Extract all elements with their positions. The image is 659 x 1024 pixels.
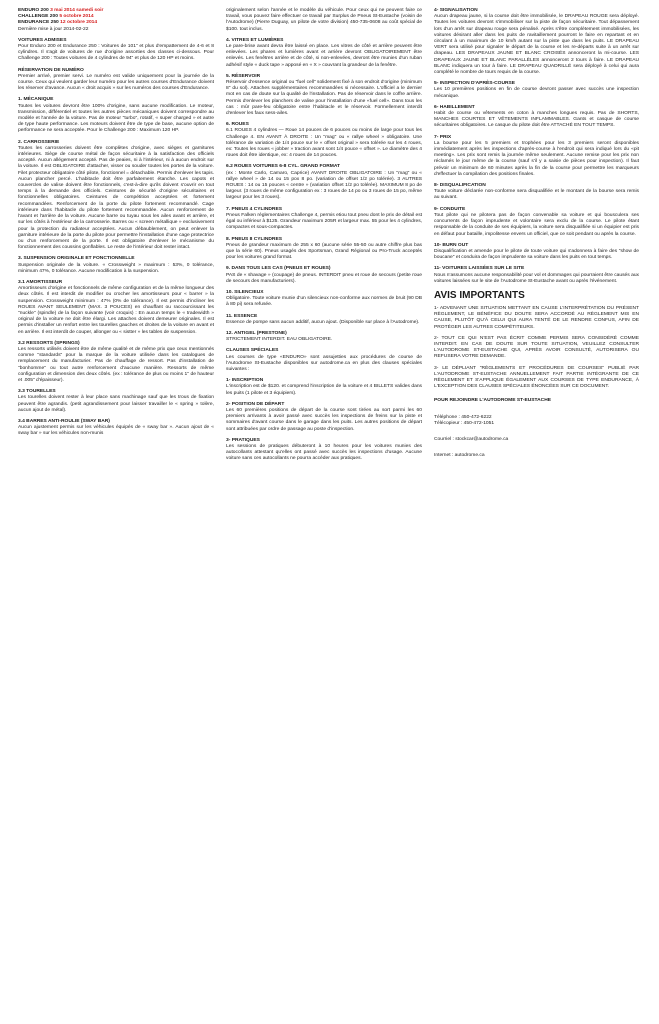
avis-item: 2- TOUT CE QUI N'EST PAS ÉCRIT COMME PERMIS SERA CONSIDÉRÉ COMME INTERDIT. EN CAS DE DOUTE SUR TOUTE SITUATION, VEUILLEZ CONSULTER L'AUTODROME ST-EUSTACHE QUI, APRÈS AVOIR CONSULTÉ, AUTORISERA OU REFUSERA VOTRE DEMANDE. [434, 335, 639, 360]
column-2 [226, 8, 422, 468]
section-title: 10. SILENCIEUX [226, 289, 264, 295]
column-1-sections [18, 38, 214, 438]
column-2-sections [226, 8, 422, 463]
rule-section [226, 8, 422, 33]
enduro200-label: ENDURO 200 [18, 8, 49, 13]
section-title: 5. RÉSERVOIR [226, 73, 261, 79]
section-title: CLAUSES SPÉCIALES [226, 348, 279, 354]
section-body: Les 60 premières positions de départ de la course sont tirées au sort parmi les 60 premiers arrivants à avoir passé avec succès les inspections de freins sur la piste et sommaires d'avant course dans le garage dans les puits. Les autres positions de départ sont attribuées par ordre de passage au poste d'inspection. [226, 407, 422, 432]
event-header [18, 8, 214, 33]
section-title: 6. ROUES [226, 122, 249, 128]
section-title: 9- CONDUITE [434, 206, 466, 212]
challenge200-date: 5 octobre 2014 [59, 14, 94, 20]
section-body: originalement selon l'année et le modèle du véhicule. Pour ceux qui ne peuvent faire ce travail, vous pouvez faire effectuer ce travail par Surplus de Pneus St-Eustache (voisin de l'Autodrome) (Pierre Duguay, un pilote de votre division) 450-735-0608 au coût spécial de $100. tout inclus. [226, 8, 422, 32]
section-body: Amortisseurs d'origine et fonctionnels de même configuration et de la même longueur des deux côtés. Il est interdit de modifier ou crocher les amortisseurs pour « barrer » la suspension. Crossweight minimum : 47% (0% de tolérance). Il est permis d'incliner les ROUES AVANT SEULEMENT (MAX. 3 POUCES) en chauffant ou raccourcissant les "nuckle" (spindle) de la façon suivante (voir croquis) : En aucun temps le « tradewidth » original de la voiture ne doit être élargi. Les attaches doivent demeurer originales. Il est permis d'installer un renfort entre les tourelles gauches et droites de la voiture en avant et en arrière. Il est interdit de couper, allonger ou « sistter » les tables de suspension. [18, 286, 214, 335]
section-body: 6.1 ROUES 4 cylindres — Roue 14 pouces de 6 pouces ou moins de large pour tous les Challenge 4. EN AVANT À DROITE : Un "mag" ou « rallye wheel » obligatoire. Une tolérance de variation de 1/4 pouce sur le « offset original » sera tolérée sur les 4 roues, ex: Toutes les roues « jobber » traction avant sont 1/4 pouce « offset ». Le diamètre des 4 roues doit être identique, ex: 4 roues de 14 pouces. [226, 128, 422, 159]
section-body: Les sessions de pratiques débuteront à 10 heures pour les voitures munies des autocollants attestant qu'elles ont passé avec succès les inspections d'usage. Aucune voiture sans ces autocollants ne pourra accéder aux pratiques. [226, 443, 422, 462]
rule-section [226, 266, 422, 285]
section-title: 3.1 AMORTISSEUR [18, 279, 63, 285]
section-title: 12. ANTIGEL (PRESTONE) [226, 330, 287, 336]
rule-section [18, 38, 214, 63]
contact-phone: Téléphone : 450-472-6222 [434, 414, 492, 420]
section-title: 4- SIGNALISATION [434, 8, 478, 13]
section-title: 2. CARROSSERIE [18, 139, 60, 145]
section-body: Pour Enduro 200 et Endurance 250 : Voitures de 101" et plus d'empattement de 4-6 et 8 cylindres. Il s'agit de voitures de rue d'origine assorties des classes ci-dessous. Pour Challenge 200 : Toutes voitures de 4 cylindres de 94" et plus de 120 HP et moins. [18, 44, 214, 62]
enduro200-date: 3 mai 2014 samedi soir [50, 8, 104, 13]
section-body: STRICTEMENT INTERDIT. EAU OBLIGATOIRE. [226, 337, 333, 343]
section-body: Habit de course ou vêtements en coton à manches longues requis. Pas de SHORTS, MANCHES COURTES ET VÊTEMENTS INFLAMMABLES. Gants et casque de course sécuritaires obligatoires. Le casque du pilote doit être ATTACHÉ EN TOUT TEMPS. [434, 111, 639, 129]
rule-section [434, 81, 639, 100]
rule-section [18, 68, 214, 93]
contact-email[interactable]: Courriel : stockcar@autodrome.ca [434, 436, 509, 442]
section-body: Les tourelles doivent rester à leur place sans machinage sauf que les trous de fixation peuvent être agrandis. (petit agrandissement pour laisser travailler le « spring » tolère, aucun ajout de métal). [18, 395, 214, 413]
section-body: La bourse pour les 5 premiers et trophées pour les 3 premiers seront disponibles immédiatement après les inspections d'après-course à l'endroit qui sera indiqué lors du «pit meeting». Les prix sont remis la journée même seulement. Aucune remise pour les prix non réclamés le jour même de la course (sauf s'il y a saisie de pièces pour inspection). Il faut prévoir un minimum de 60 minutes après la fin de la course pour permettre les marqueurs d'effectuer la compilation des positions finales. [434, 140, 639, 177]
section-body: Pneus de grandeur maximum de 255 x 60 (aucune série 55-50 ou autre chiffre plus bas que la série 60). Pneus usagés des Sportsman, Grand Régional ou Pro-Truck acceptés pour les voitures grand format. [226, 242, 422, 261]
section-title: VOITURES ADMISES [18, 37, 67, 43]
last-update: Dernière mise à jour 2014-02-22 [18, 26, 89, 32]
section-body: Les courses de type «ENDURO» sont assujetties aux procédures de course de l'Autodrome St-Eustache disponibles sur autodrome.ca en plus des clauses spéciales suivantes : [226, 354, 422, 372]
avis-item: 3- LE DÉPLIANT "RÈGLEMENTS ET PROCÉDURES DE COURSES" PUBLIÉ PAR L'AUTODROME ST-EUSTACHE ANNUELLEMENT FAIT PARTIE INTÉGRANTE DE CE RÈGLEMENT ET S'APPLIQUE ÉGALEMENT AUX COURSES DE TYPE ENDURANCE, À L'EXCEPTION DES CLAUSES SPÉCIALES ÉNONCÉES SUR CE DOCUMENT. [434, 365, 639, 390]
column-3 [434, 8, 639, 464]
section-body: Pneus Falken réglementaires Challenge 4, permis etiou tout pneu dont le prix de détail est égal ou inférieur à $125. Grandeur maximum 205R et largeur max. 55 pour les 4 cylindres, compactes et sous-compactes. [226, 212, 422, 231]
challenge200-label: CHALLENGE 200 [18, 14, 58, 20]
section-body: Obligatoire. Toute voiture munie d'un silencieux non-conforme aux normes de bruit (90 DB à 80 pi) sera refusée. [226, 296, 422, 308]
section-title: 8. PNEUS 8 CYLINDRES [226, 236, 282, 242]
section-title: 6.2 ROUES VOITURES 6-8 CYL. GRAND FORMAT [226, 164, 341, 170]
section-title: 6- HABILLEMENT [434, 104, 475, 110]
section-body: Les ressorts utilisés doivent être de même qualité et de même prix que ceux mentionnés comme "standards" pour la marque de la voiture utilisée dans les catalogues de remplacement du manufacturier. Pas de chauffage de ressort. Pas d'installation de "bonhomme" ou tout autre renforcement d'aucune manière. Ressorts de même configuration et dimension des deux côtés. (ex : tolérance de plus ou moins 1" de hauteur et .005" d'épaisseur). [18, 346, 214, 383]
section-body: Les 10 premières positions en fin de course devront passer avec succès une inspection mécanique. [434, 87, 639, 99]
rule-section [226, 402, 422, 433]
rule-section [18, 341, 214, 384]
section-body: Premier arrivé, premier servi. Le numéro est valide uniquement pour la journée de la course. Ceux qui veulent garder leur numéro pour les autres courses d'Endurance doivent les réserver d'avance. Aucun « droit acquis » sur les numéros des courses d'Endurance. [18, 73, 214, 92]
section-body: Réservoir d'essence original ou "fuel cell" solidement fixé à son endroit d'origine (minimum 8" du sol). Attaches supplémentaires recommandées si nécessaire. L'officiel a le dernier mot en cas de doute sur la qualité de l'installation. Pas de réservoir dans le coffre arrière. Permis d'enlever les planchers de valise pour l'installation d'une «fuel cell». Dans tous les cas : mûr pare-feu obligatoire entre l'habitacle et le réservoir. Formellement interdit d'enlever les faux sess-ailes. [226, 80, 422, 117]
avis-list [434, 306, 639, 390]
avis-item: 1- ADVENANT UNE SITUATION METTANT EN CAUSE L'INTERPRÉTATION DU PRÉSENT RÈGLEMENT, LE BÉNÉFICE DU DOUTE SERA ACCORDÉ AU RÈGLEMENT MIS EN CAUSE, PLUTÔT QU'À CELUI QUI AURA TENTÉ DE LE RENDRE CONFUS, AFIN DE PROTÉGER LES AUTRES COMPÉTITEURS. [434, 305, 639, 330]
section-body: Toutes les voitures devront être 100% d'origine, sans aucune modification. Le moteur, transmission, différentiel et toutes les autres pièces mécaniques doivent correspondre au modèle et l'année de la voiture. Pas de moteur "turbo", rotatif, « super charged » et autre de type haute performance. Les moteurs doivent être de type de base, aucune option de performance ne sera acceptée. Pour le Challenge 200 : Maximum 120 HP. [18, 103, 214, 134]
section-body: Toute voiture déclarée non-conforme sera disqualifiée et le montant de la bourse sera remis au suivant. [434, 189, 639, 201]
section-body: Tout pilote qui ne piloterа pas de façon convenable sa voiture et qui bousculera ses concurrents de façon imprudente et volontaire sera exclu de la course. Le pilote étant responsable de la conduite de ses équipiers, la voiture sera disqualifiée si un équipier est pris en défaut pour bataille, impolitesse envers un officiel, que ce soit pendant ou après la course. [434, 212, 639, 237]
rule-section [18, 140, 214, 252]
section-title: 7- PRIX [434, 134, 452, 140]
rule-section [226, 122, 422, 159]
rule-section [226, 314, 422, 326]
column-1 [18, 8, 214, 443]
section-body: Suspension originale de la voiture. « Crossweight » maximum : 53%, 0 tolérance, minimum 47%, 0 tolérance. Aucune modification à la suspension. [18, 262, 214, 274]
section-title: RÉSERVATION DE NUMÉRO [18, 67, 84, 73]
rule-section [226, 378, 422, 397]
section-title: 3.3 TOURELLES [18, 389, 56, 395]
rule-section [226, 331, 422, 343]
column-3-sections [434, 8, 639, 285]
contact-title: POUR REJOINDRE L'AUTODROME ST-EUSTACHE [434, 398, 552, 404]
rule-section [18, 389, 214, 414]
section-title: 4. VITRES ET LUMIÈRES [226, 37, 284, 43]
section-title: 3.2 RESSORTS (SPRINGS) [18, 340, 80, 346]
rule-section [226, 237, 422, 262]
contact-block [434, 398, 639, 459]
rule-section [226, 290, 422, 309]
rule-section [434, 266, 639, 285]
section-title: 3. SUSPENSION ORIGINALE ET FONCTIONNELLE [18, 256, 135, 262]
section-body: (ex : Monte Carlo, Camaro, Caprice) AVANT DROITE OBLIGATOIRE : Un "mag" ou « rallye wheel » de 14 ou 15 pox 8 po. (variation de offset 1/2 po tolérée). 3 AUTRES ROUES : 14 ou 15 pouces « centre » (variation offset 1/2 po tolérée). MAXIMUM 8 po de largeur. (3 roues de même configuration ex : 3 roues de 14 po ou 3 roues de 15 po, même largeur pour les 3 roues). [226, 170, 422, 201]
section-body: Nous n'assumons aucune responsabilité pour vol et dommages qui pourraient être causés aux voitures laissées sur le site de l'Autodrome St-Eustache avant ou après l'événement. [434, 272, 639, 284]
rule-section [434, 183, 639, 202]
section-body: L'inscription est de $120. et comprend l'inscription de la voiture et 4 BILLETS valides dans les puits (1 pilote et 3 équipiers). [226, 384, 422, 396]
section-body: Aucun drapeau jaune, si la course doit être immobilisée, le DRAPEAU ROUGE sera déployé. Toutes les voitures devront s'immobiliser sur la piste de façon sécuritaire. Tout dépassement lors d'un arrêt sur drapeau rouge sera pénalisé. Après s'être complètement immobilisées, les voitures désirant aller dans les puits de ravitaillement pourront le faire en repartant et en circulant à un maximum de 10 km/h autant sur la piste que dans les puits. LE DRAPEAU VERT sera utilisé pour signaler le départ de la course et les re-départs suite à un arrêt sur drapeau. LES DRAPEAUX JAUNE ET BLANC CROISÉS annonceront la mi-course. LES DRAPEAUX JAUNE ET BLANC PARALLÈLES annonceront 2 tours à faire. LE DRAPEAU BLANC indiquera un tour à faire. LE DRAPEAU QUADRILLÉ sera déployé à celui qui aura complété le nombre de tours requis de la course. [434, 14, 639, 76]
rule-section [226, 164, 422, 201]
rule-section [18, 256, 214, 275]
section-title: 2- POSITION DE DÉPART [226, 401, 285, 407]
contact-fax: Télécopieur : 450-472-1051 [434, 420, 495, 426]
section-title: 11. ESSENCE [226, 313, 258, 319]
section-body: Disqualification et amende pour le pilote de toute voiture qui s'adonnera à faire des "show de boucane" et conduira de façon imprudente sa voiture dans les puits en tout temps. [434, 248, 639, 261]
rule-section [226, 38, 422, 69]
rule-section [226, 348, 422, 373]
rule-section [18, 419, 214, 438]
avis-title: AVIS IMPORTANTS [434, 289, 525, 301]
section-body: PAS de « shavage » (coupage) de pneus. INTERDIT pneu et roue de secours (petite roue de secours des manufacturiers). [226, 272, 422, 284]
section-body: Aucun ajustement permis sur les véhicules équipés de « sway bar ». Aucun ajout de « sway bar » sur les véhicules non-munis [18, 425, 214, 437]
endurance250-label: ENDURANCE 250 [18, 20, 59, 26]
contact-web[interactable]: Internet : autodrome.ca [434, 453, 485, 459]
section-body: Le pare-brise avant devra être laissé en place. Les vitres de côté et arrière peuvent être enlevées. Les phares et lumières avant et arrière devront OBLIGATOIREMENT être enlevés. Les fenêtres arrière et de côté, si non-enlevées, devront être munies d'un ruban adhésif style « duck tape » apposé en « X » couvrant la grandeur de la fenêtre. [226, 44, 422, 68]
rule-section [434, 105, 639, 130]
rule-section [18, 97, 214, 134]
rule-section [434, 8, 639, 76]
section-title: 8- DISQUALIFICATION [434, 183, 486, 189]
section-title: 10- BURN OUT [434, 242, 469, 248]
rule-section [434, 243, 639, 262]
section-title: 5- INSPECTION D'APRÈS-COURSE [434, 81, 516, 87]
rule-section [226, 207, 422, 232]
section-title: 9. DANS TOUS LES CAS (PNEUS ET ROUES) [226, 266, 331, 272]
rule-section [226, 74, 422, 117]
rule-section [226, 438, 422, 463]
section-body: Essence de pompe sans aucun additif, aucun ajout. (Disponible sur place à l'Autodrome). [226, 319, 420, 325]
rule-section [434, 207, 639, 238]
section-title: 3.4 BARRES ANTI-ROULIE (SWAY BAR) [18, 418, 110, 424]
section-title: 1. MÉCANIQUE [18, 97, 54, 103]
rule-section [18, 280, 214, 336]
rule-section [434, 135, 639, 178]
section-body: Toutes les carrosseries doivent être complètes d'origine, avec sièges et garnitures intérieures. Siège de course métal de façon sécuritaire à la satisfaction des officiels accepté. Aucun allégement accepté. Pas de peaies, ni à l'intérieur, ni à aucun endroit sur la voiture. Il est OBLIGATOIRE d'attacher, visser ou souder toutes les portes de la voiture. Filet protecteur obligatoire côté pilote, fonctionnel = détachable. Permis d'enlever les tapis. Aucun plancher percé. L'habitacle doit être parfaitement étanche. Les capots et couvercles de valise doivent être fonctionnels, c'est-à-dire qu'ils doivent s'ouvrir en tout temps à la demande des officiels. Ceintures de sécurité d'origine sécuritaires et fonctionnelles obligatoires. Ceintures de compétition acceptées et fortement recommandées. Renforcement de la porte du pilote fortement recommandé. Cage intérieure dans l'habitacle du pilote fortement recommandée. Aucun renforcement de l'avant et l'arrière de la voiture. Aucune barre ou tuyau sous les ailes avant et arrière, et sur les côtés à l'extérieur de la carrosserie. Barres ou « screen métallique » exclusivement pour la protection du radiateur acceptées. Aucun débaublement, on peut enlever la garniture intérieure de la porte du pilote pour permettre l'installation d'une cage protectrice ou d'un renforcement de la porte. Il est obligatoire d'enlever le mécanisme du fonctionnement des coussins gonflables. Le reste de l'intérieur doit rester intact. [18, 145, 214, 251]
section-title: 3- PRATIQUES [226, 437, 260, 443]
section-title: 7. PNEUS 4 CYLINDRES [226, 206, 282, 212]
section-title: 1- INSCRIPTION [226, 378, 264, 384]
endurance250-date: 12 octobre 2014 [60, 20, 98, 26]
section-title: 11- VOITURES LAISSÉES SUR LE SITE [434, 266, 525, 272]
